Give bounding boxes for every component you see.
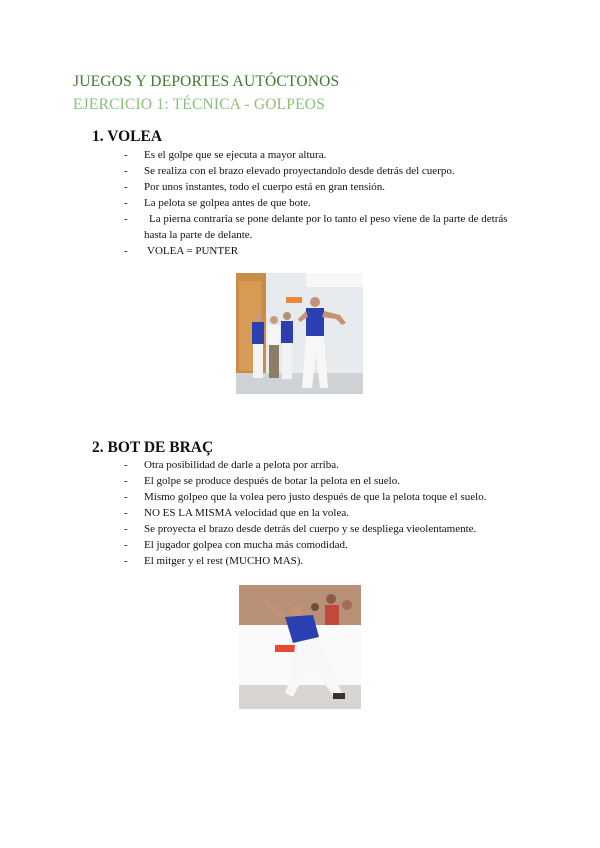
volea-photo [236, 273, 363, 394]
volea-bullet-list [124, 147, 524, 259]
list-item: - Por unos instantes, todo el cuerpo está en gran tensión. [124, 181, 386, 193]
list-item: - NO ES LA MISMA velocidad que en la volea. [124, 507, 349, 519]
list-item: - VOLEA = PUNTER [124, 245, 239, 257]
exercise-subtitle: EJERCICIO 1: TÉCNICA - GOLPEOS [73, 96, 326, 113]
volea-illustration [236, 273, 363, 394]
section-heading-volea: 1. VOLEA [92, 128, 163, 145]
list-item: - El jugador golpea con mucha más comodidad. [124, 539, 348, 551]
list-item: - El mitger y el rest (MUCHO MAS). [124, 555, 304, 567]
bot-de-brac-illustration [239, 585, 361, 709]
list-item: - El golpe se produce después de botar la pelota en el suelo. [124, 475, 400, 487]
bot-de-brac-photo [239, 585, 361, 709]
list-item: - La pierna contraria se pone delante por lo tanto el peso viene de la parte de detrás hasta la parte de delante. [124, 213, 508, 241]
section-heading-bot-de-brac: 2. BOT DE BRAÇ [92, 439, 214, 456]
list-item: - Se proyecta el brazo desde detrás del cuerpo y se despliega vieolentamente. [124, 523, 477, 535]
list-item: - Se realiza con el brazo elevado proyectandolo desde detrás del cuerpo. [124, 165, 455, 177]
list-item: - Mismo golpeo que la volea pero justo después de que la pelota toque el suelo. [124, 491, 487, 503]
list-item: - La pelota se golpea antes de que bote. [124, 197, 311, 209]
bot-de-brac-bullet-list [124, 457, 524, 569]
document-title: JUEGOS Y DEPORTES AUTÓCTONOS [73, 73, 340, 90]
list-item: - Es el golpe que se ejecuta a mayor altura. [124, 149, 327, 161]
list-item: - Otra posibilidad de darle a pelota por arriba. [124, 459, 339, 471]
